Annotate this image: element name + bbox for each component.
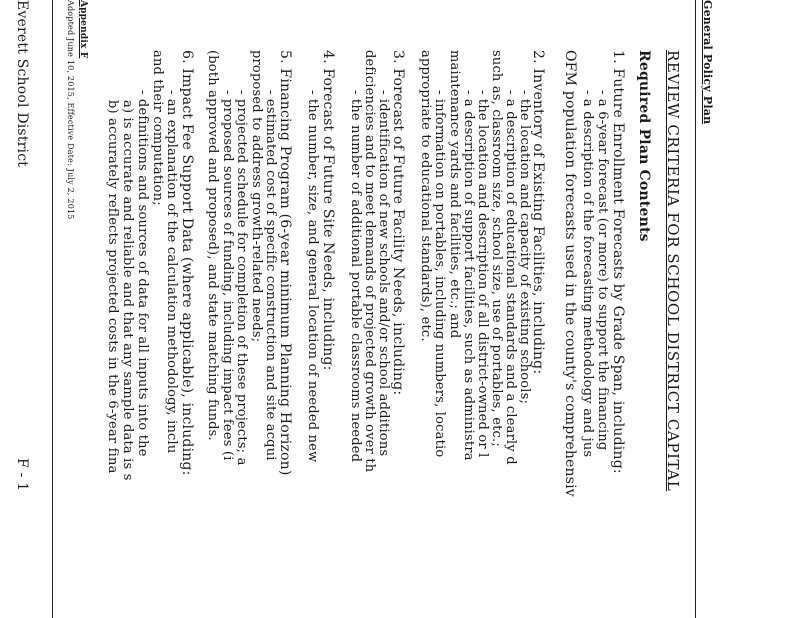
section-3-line: deficiencies and to meet demands of projected growth over th (362, 50, 377, 473)
section-6-line: a) is accurate and reliable and that any sample data is s (120, 100, 135, 481)
section-2-line: appropriate to educational standards), etc. (418, 50, 433, 342)
section-4-heading: 4. Forecast of Future Site Needs, including: (320, 50, 336, 371)
section-2-heading: 2. Inventory of Existing Facilities, including: (530, 50, 546, 375)
section-6-line: - an explanation of the calculation methodology, inclu (164, 90, 179, 454)
section-6-line: and their computation; (150, 50, 165, 206)
section-3-line: - the number of additional portable classrooms needed (348, 90, 363, 463)
footer-rule (52, 0, 53, 618)
section-4-line: - the number, size, and general location of needed new (305, 90, 320, 463)
district-name: Everett School District (14, 0, 30, 168)
section-1-heading: 1. Future Enrollment Forecasts by Grade Span, including: (610, 50, 626, 474)
section-5-line: proposed to address growth-related needs; (249, 50, 264, 343)
section-2-line: - a description of support facilities, such as administra (461, 90, 476, 461)
section-6-line: b) accurately reflects projected costs in the 6-year fina (105, 100, 120, 474)
section-6-line: - definitions and sources of data for all inputs into the (135, 90, 150, 457)
section-2-line: maintenance yards and facilities, etc.; and (447, 50, 462, 339)
appendix-label: Appendix F (78, 0, 88, 59)
page-title: REVIEW CRITERIA FOR SCHOOL DISTRICT CAPITAL (664, 50, 682, 492)
section-1-line: OFM population forecasts used in the county's comprehensiv (562, 50, 578, 497)
section-2-line: - the location and capacity of existing schools; (517, 90, 532, 405)
section-5-line: - proposed sources of funding, including impact fees (i (220, 90, 235, 461)
section-6-heading: 6. Impact Fee Support Data (where applicable), including: (179, 50, 195, 476)
page-number: F - 1 (14, 458, 30, 492)
section-2-line: - information on portables, including numbers, locatio (432, 90, 447, 458)
section-1-line: - a 6-year forecast (or more) to support the financing (595, 90, 610, 451)
section-2-line: - the location and description of all district-owned or l (475, 90, 490, 458)
section-2-line: such as, classroom size, school size, use of portables, etc.; (489, 50, 504, 447)
section-5-line: - projected schedule for completion of these projects; a (234, 90, 249, 466)
section-1-line: - a description of the forecasting methodology and jus (580, 90, 595, 458)
required-plan-heading: Required Plan Contents (636, 50, 652, 242)
section-5-line: (both approved and proposed), and state matching funds. (205, 50, 220, 441)
running-header: General Policy Plan (701, 0, 714, 125)
section-2-line: - a description of educational standards and a clearly d (503, 90, 518, 465)
section-3-line: - identification of new schools and/or school additions (376, 90, 391, 457)
section-5-line: - estimated cost of specific construction and site acqui (263, 90, 278, 461)
adopted-date: Adopted June 10, 2015, Effective Date: July 2, 2015 (66, 0, 75, 220)
section-3-heading: 3. Forecast of Future Facility Needs, including: (390, 50, 406, 396)
header-rule (695, 0, 696, 618)
section-5-heading: 5. Financing Program (6-year minimum Planning Horizon) (277, 50, 293, 476)
